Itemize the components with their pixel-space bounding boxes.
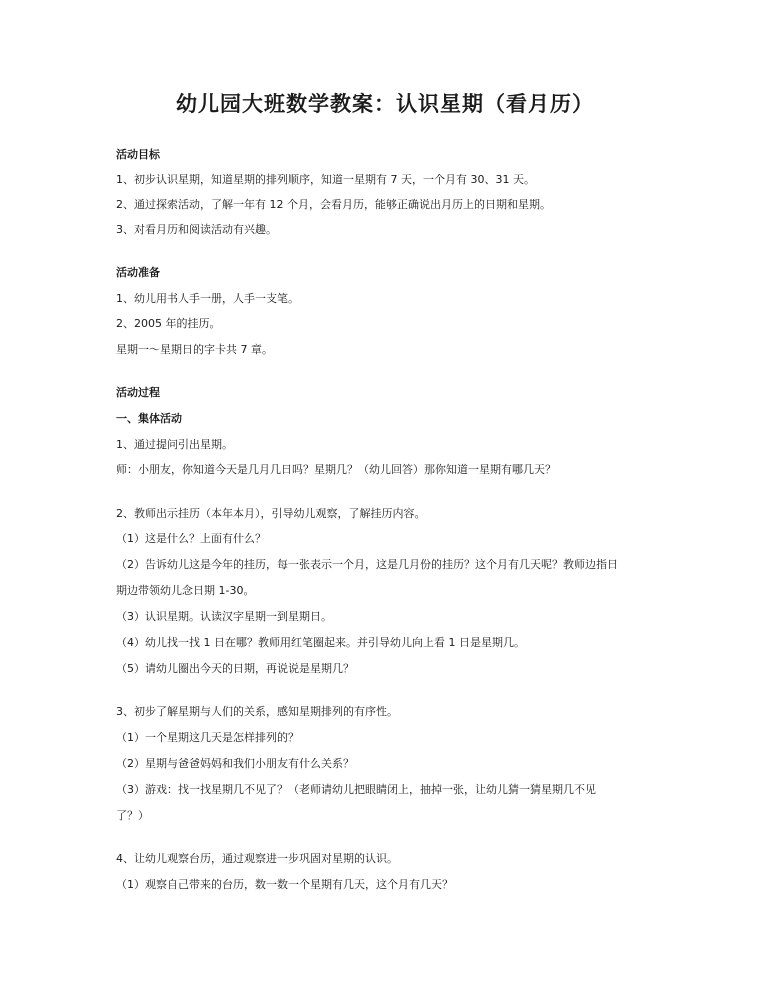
step-1-title: 1、通过提问引出星期。 [116, 438, 233, 451]
step-2-line-2: （2）告诉幼儿这是今年的挂历，每一张表示一个月，这是几月份的挂历？这个月有几天呢？教师边指日 [116, 558, 618, 571]
step-4-title: 4、让幼儿观察台历，通过观察进一步巩固对星期的认识。 [116, 852, 398, 865]
step-2-line-4: （3）认识星期。认读汉字星期一到星期日。 [116, 610, 332, 623]
step-3-line-3: （3）游戏：找一找星期几不见了？（老师请幼儿把眼睛闭上，抽掉一张，让幼儿猜一猜星期几不见 [116, 783, 596, 796]
section-1-heading: 一、集体活动 [116, 412, 182, 425]
prep-item-2: 2、2005 年的挂历。 [116, 317, 221, 330]
step-3-line-2: （2）星期与爸爸妈妈和我们小朋友有什么关系？ [116, 757, 354, 770]
prep-item-3: 星期一～星期日的字卡共 7 章。 [116, 343, 273, 356]
goals-heading: 活动目标 [116, 148, 160, 161]
step-2-line-6: （5）请幼儿圈出今天的日期，再说说是星期几？ [116, 662, 354, 675]
step-2-line-3: 期边带领幼儿念日期 1-30。 [116, 584, 255, 597]
step-2-line-5: （4）幼儿找一找 1 日在哪？教师用红笔圈起来。并引导幼儿向上看 1 日是星期几。 [116, 636, 525, 649]
prep-item-1: 1、幼儿用书人手一册，人手一支笔。 [116, 292, 299, 305]
prep-heading: 活动准备 [116, 266, 160, 279]
step-3-line-1: （1）一个星期这几天是怎样排列的？ [116, 731, 299, 744]
step-1-line-1: 师：小朋友，你知道今天是几月几日吗？星期几？（幼儿回答）那你知道一星期有哪几天？ [116, 463, 556, 476]
goal-item-1: 1、初步认识星期，知道星期的排列顺序，知道一星期有 7 天，一个月有 30、31 天。 [116, 173, 535, 186]
step-2-line-1: （1）这是什么？上面有什么？ [116, 532, 266, 545]
document-title: 幼儿园大班数学教案：认识星期（看月历） [176, 91, 594, 116]
process-heading: 活动过程 [116, 386, 160, 399]
step-3-line-4: 了？） [116, 809, 149, 822]
goal-item-3: 3、对看月历和阅读活动有兴趣。 [116, 223, 277, 236]
step-3-title: 3、初步了解星期与人们的关系，感知星期排列的有序性。 [116, 705, 398, 718]
goal-item-2: 2、通过探索活动，了解一年有 12 个月，会看月历，能够正确说出月历上的日期和星期。 [116, 198, 551, 211]
step-4-line-1: （1）观察自己带来的台历，数一数一个星期有几天，这个月有几天？ [116, 878, 453, 891]
step-2-title: 2、教师出示挂历（本年本月），引导幼儿观察，了解挂历内容。 [116, 507, 426, 520]
